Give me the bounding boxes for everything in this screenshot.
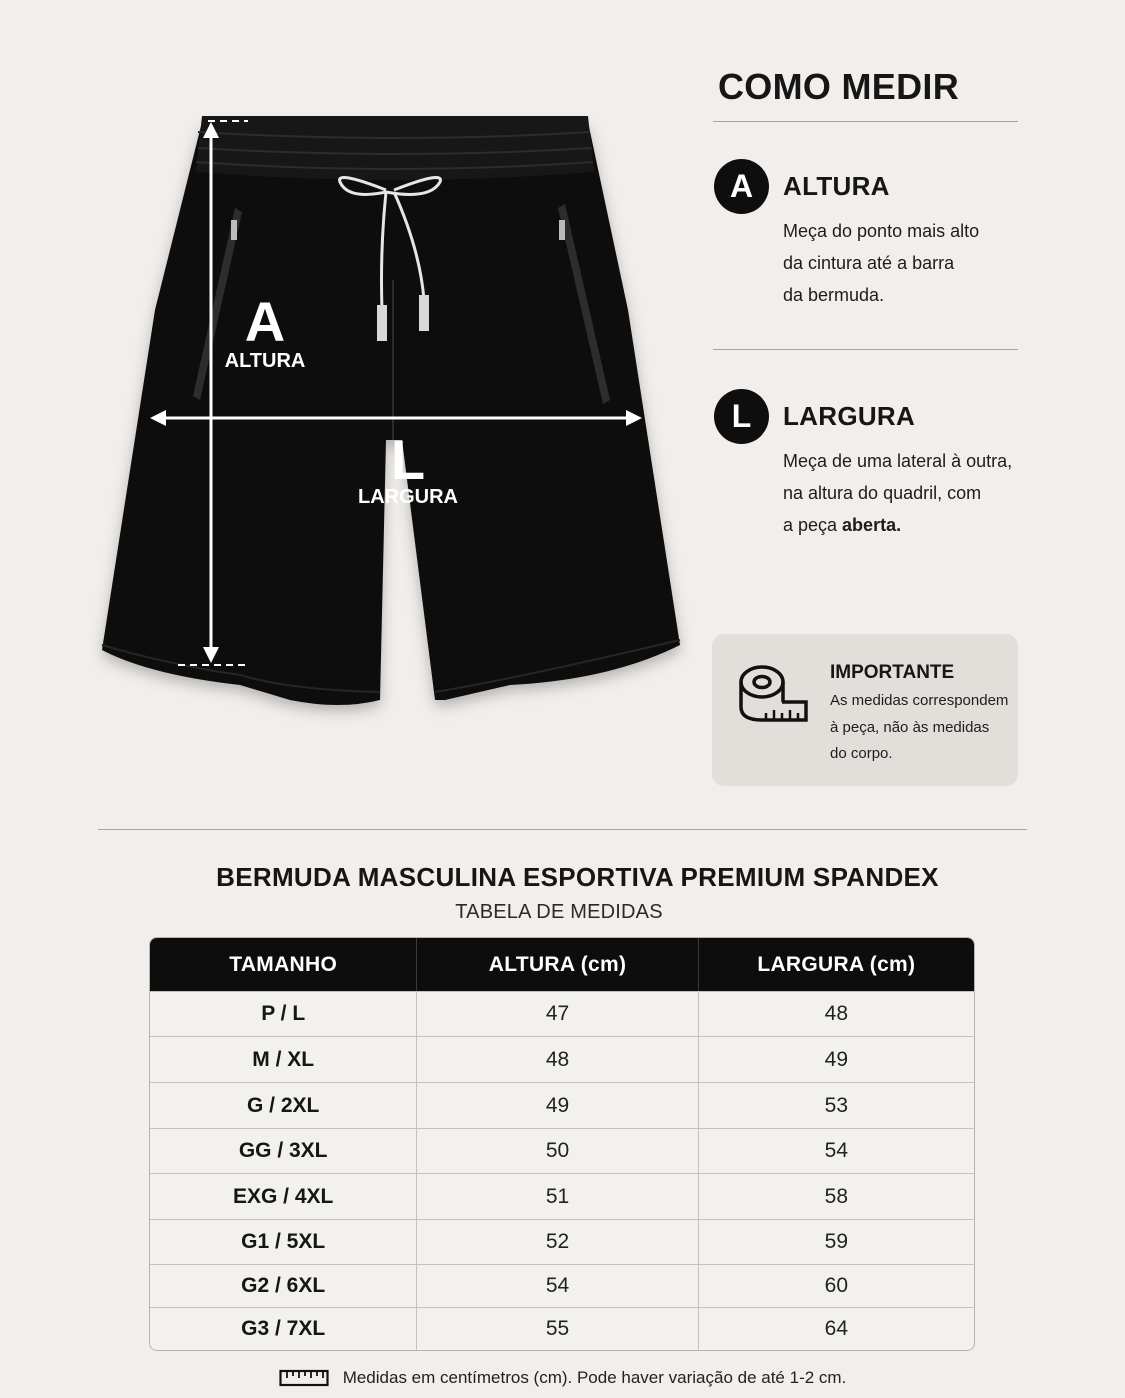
largura-description: Meça de uma lateral à outra, na altura do quadril, com a peça aberta. [783,451,1013,535]
table-row: G3 / 7XL 55 64 [150,1307,974,1350]
measuring-tape-icon [738,662,810,726]
table-row: GG / 3XL 50 54 [150,1128,974,1173]
table-row: P / L 47 48 [150,991,974,1036]
important-text: As medidas correspondem à peça, não às medidas do corpo. [830,692,1009,762]
shorts-body [102,122,680,705]
shorts-illustration [90,100,710,740]
largura-letter: L [390,428,426,491]
table-row: G1 / 5XL 52 59 [150,1219,974,1264]
table-row: M / XL 48 49 [150,1036,974,1082]
header-altura: ALTURA (cm) [417,938,698,991]
altura-title: ALTURA [783,171,890,201]
altura-letter: A [244,290,286,353]
table-row: G2 / 6XL 54 60 [150,1264,974,1307]
altura-badge: A [714,159,769,214]
header-largura: LARGURA (cm) [757,952,916,976]
divider [713,121,1018,122]
footnote-text: Medidas em centímetros (cm). Pode haver variação de até 1-2 cm. [342,1368,847,1387]
important-title: IMPORTANTE [830,662,955,683]
waistband [196,116,594,180]
header-size: TAMANHO [150,938,417,991]
altura-label: ALTURA [224,350,306,372]
largura-title: LARGURA [783,401,916,431]
largura-label: LARGURA [358,486,458,508]
altura-description: Meça do ponto mais alto da cintura até a barra da bermuda. [783,221,980,305]
footnote [0,1368,1125,1388]
important-note [712,634,1018,786]
table-row: EXG / 4XL 51 58 [150,1173,974,1219]
how-to-measure-title: COMO MEDIR [718,66,959,107]
divider [713,349,1018,350]
product-title: BERMUDA MASCULINA ESPORTIVA PREMIUM SPANDEX [216,862,939,892]
largura-badge: L [714,389,769,444]
table-row: G / 2XL 49 53 [150,1082,974,1128]
ruler-icon [279,1369,329,1387]
size-table [149,937,975,1351]
table-subtitle: TABELA DE MEDIDAS [455,901,663,923]
section-divider [98,829,1027,830]
table-header [150,938,974,991]
